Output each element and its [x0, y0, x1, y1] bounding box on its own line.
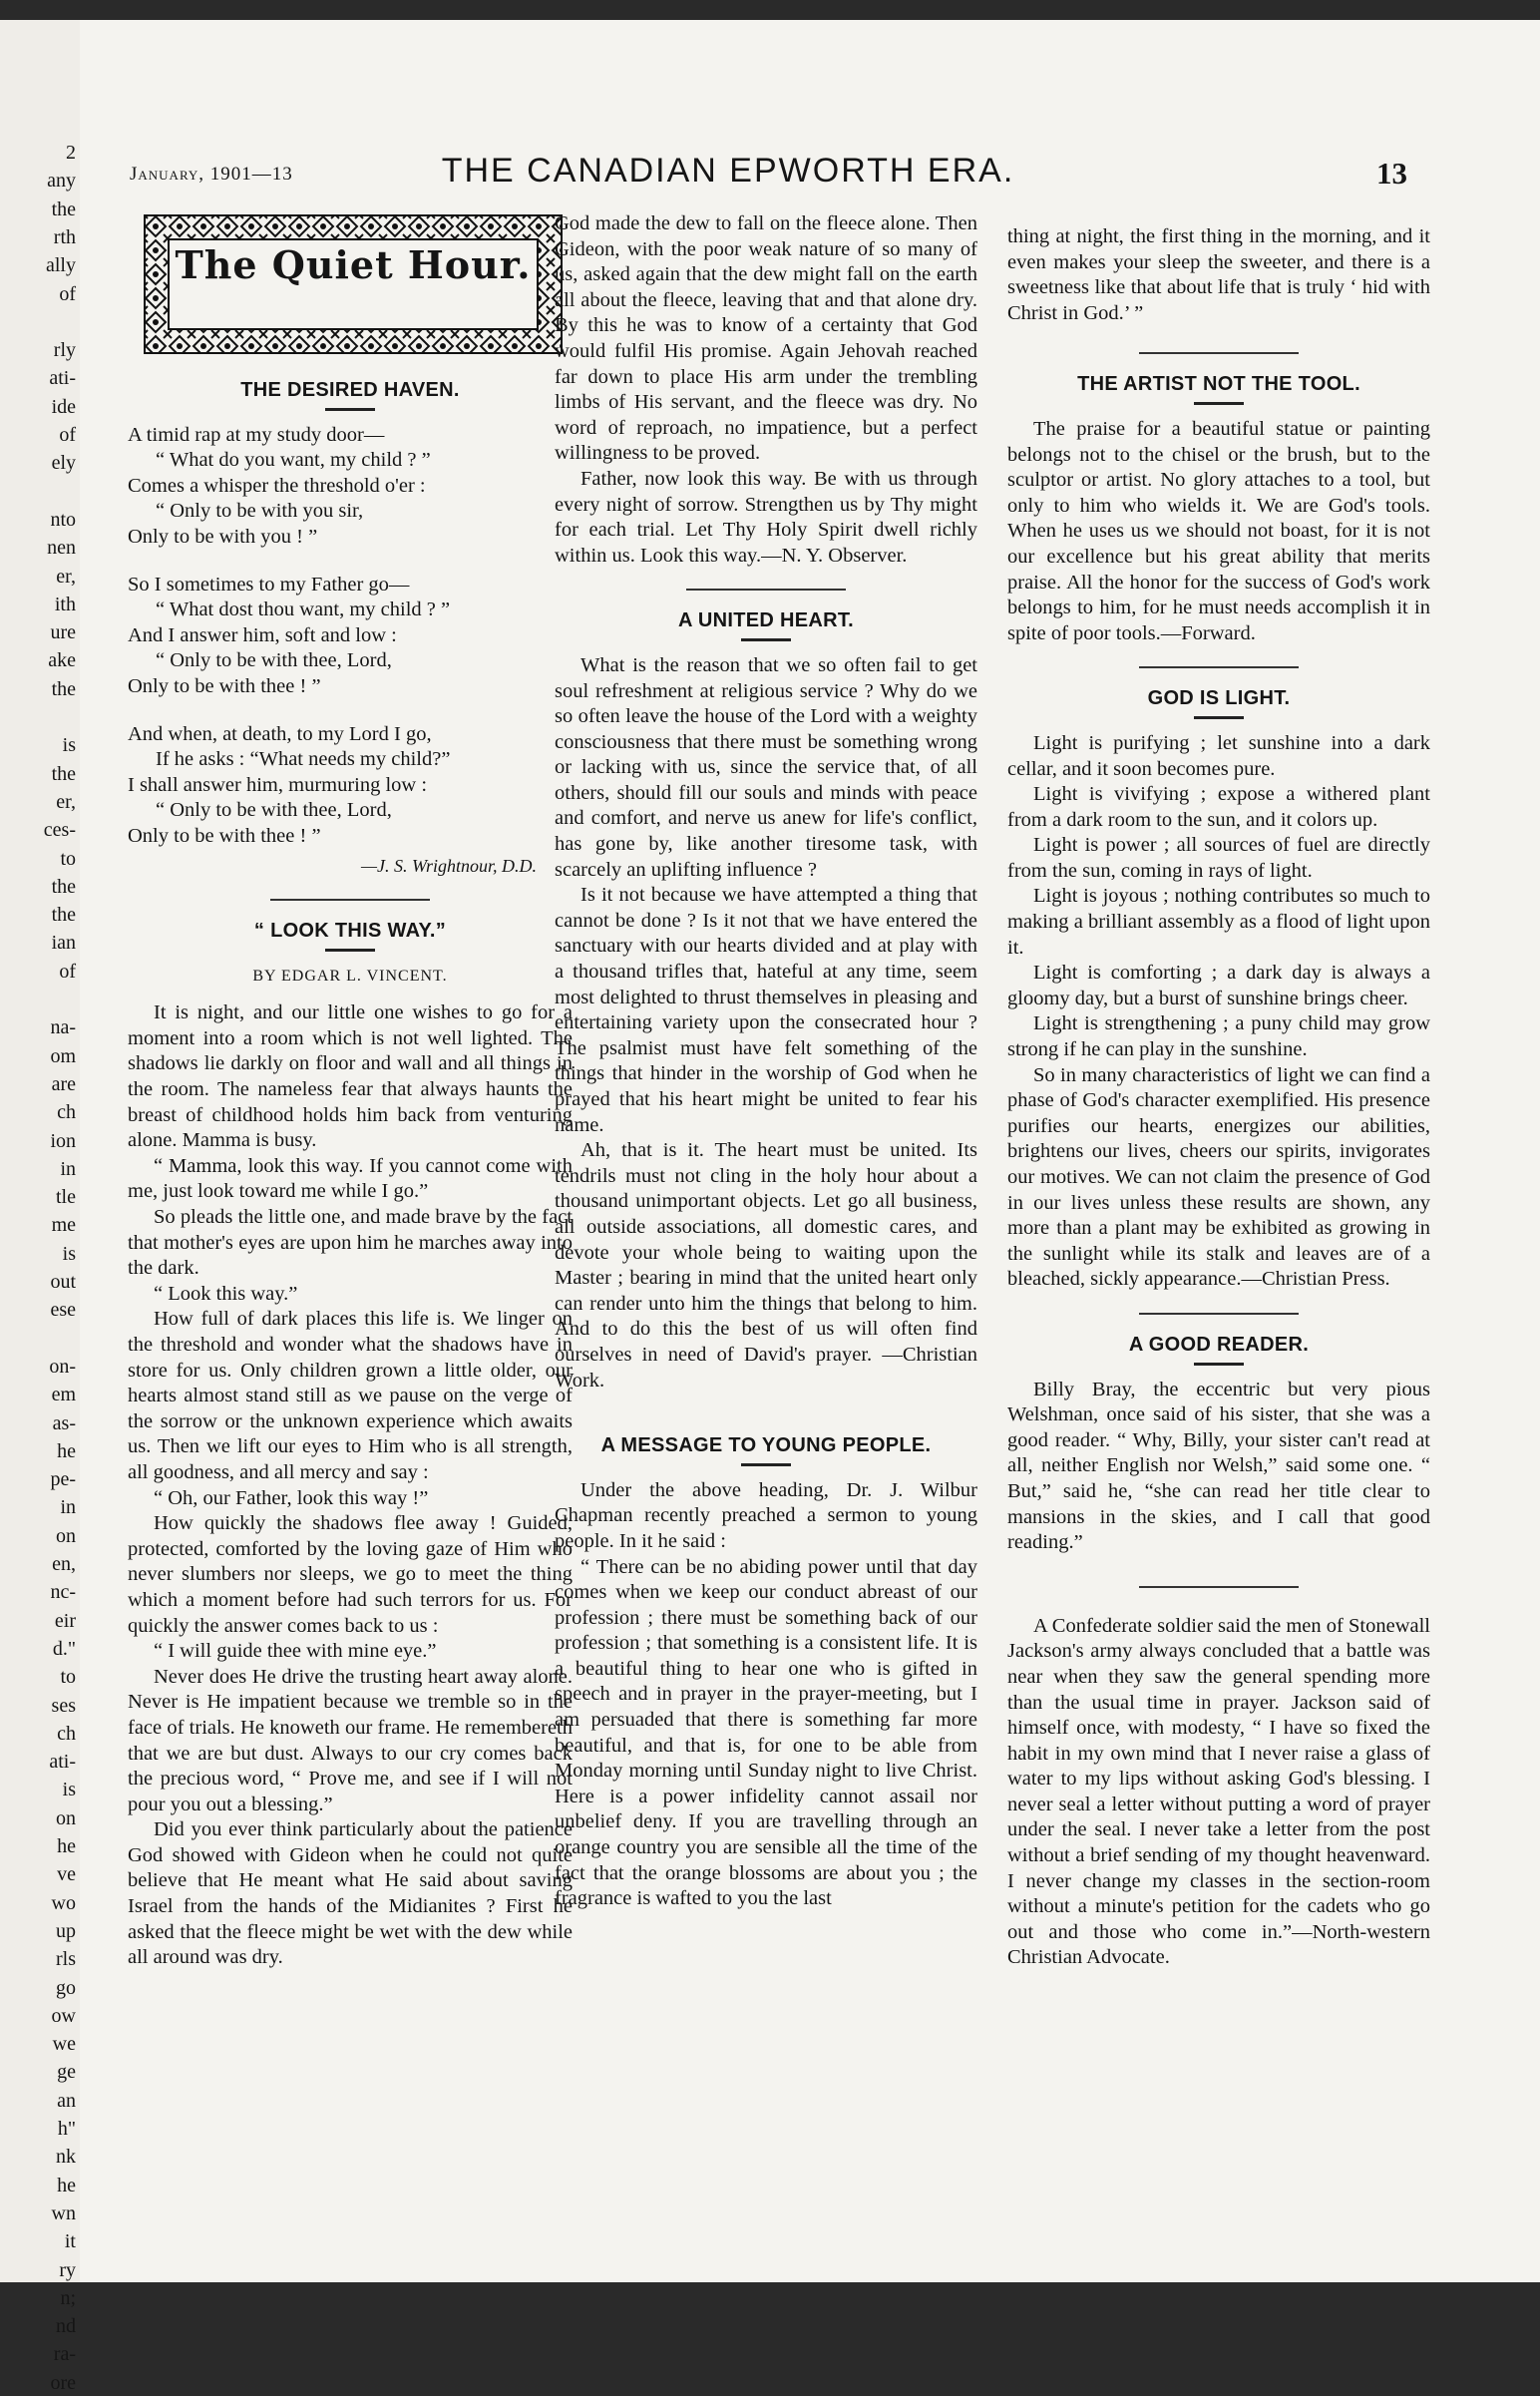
prev-page-fragment: ese: [50, 1299, 76, 1322]
prev-page-fragment: eir: [54, 1609, 76, 1632]
prev-page-fragment: ion: [50, 1129, 76, 1152]
poem-line: A timid rap at my study door—: [128, 423, 385, 446]
prev-page-fragment: in: [60, 1157, 76, 1180]
heading-god-light: GOD IS LIGHT.: [1147, 687, 1291, 710]
prev-page-fragment: ore: [50, 2371, 76, 2394]
column-2: [555, 211, 977, 1912]
issue-date: January, 1901—13: [130, 164, 293, 185]
prev-page-fragment: we: [52, 2033, 76, 2056]
prev-page-fragment: rth: [53, 225, 76, 248]
heading-desired-haven: THE DESIRED HAVEN.: [240, 379, 460, 401]
poem-line: “ What dost thou want, my child ? ”: [156, 599, 451, 621]
poem-line: “ Only to be with thee, Lord,: [156, 799, 392, 822]
prev-page-fragment: wo: [51, 1891, 76, 1914]
article-united-heart: [555, 653, 977, 1394]
article-look-this-way: [128, 1000, 573, 1971]
prev-page-fragment: on: [56, 1524, 76, 1547]
paragraph: Billy Bray, the eccentric but very pious Welshman, once said of his sister, that she was a good reader. “ Why, Billy, your sister can't read at all, neither English nor Welsh,” said some one. “ But,” said he, “she can read her title clear to mansions in the skies, and I call that good reading.”: [1007, 1378, 1430, 1554]
prev-page-fragment: he: [57, 1835, 76, 1857]
prev-page-fragment: nen: [47, 537, 76, 560]
article-message-young: [555, 1478, 977, 1912]
prev-page-fragment: er,: [56, 565, 76, 588]
prev-page-fragment: ith: [54, 593, 76, 615]
prev-page-fragment: ati-: [49, 367, 76, 390]
paragraph: “ I will guide thee with mine eye.”: [154, 1640, 437, 1663]
paragraph: “ There can be no abiding power until that day comes when we keep our conduct abreast of our profession ; there must be something back of our profession ; that something is a consistent life. It is a beautiful thing to hear one who is gifted in speech and in prayer in the prayer-meeting, but I am persuaded that there is something far more beautiful, and that is, for one to be able from Monday morning until Sunday night to live Christ. Here is a power infidelity cannot assail nor unbelief deny. If you are travelling through an orange country you are sensible all the time of the fact that the orange blossoms are about you ; the fragrance is wafted to you the last: [555, 1555, 977, 1910]
prev-page-fragment: ch: [57, 1722, 76, 1745]
article-good-reader: [1007, 1378, 1430, 1556]
prev-page-fragment: it: [64, 2230, 76, 2253]
prev-page-fragment: the: [51, 198, 76, 220]
prev-page-fragment: nk: [56, 2146, 76, 2169]
prev-page-fragment: are: [51, 1072, 76, 1095]
poem-stanza-2: [128, 573, 573, 700]
prev-page-fragment: n;: [60, 2286, 76, 2309]
prev-page-fragment: the: [51, 875, 76, 898]
paragraph: How full of dark places this life is. We linger on the threshold and wonder what the shadows have in store for us. Only children grown a little older, our hearts almost stand still as we pause on the verge of the sorrow or the unknown experience which awaits us. Then we lift our eyes to Him who is all strength, all goodness, and all mercy and say :: [128, 1308, 573, 1483]
poem-line: If he asks : “What needs my child?”: [156, 748, 451, 771]
prev-page-fragment: ide: [51, 395, 76, 418]
prev-page-fragment: rls: [56, 1948, 76, 1971]
prev-page-fragment: the: [51, 677, 76, 700]
poem-line: Only to be with thee ! ”: [128, 824, 321, 847]
prev-page-fragment: the: [51, 762, 76, 785]
prev-page-fragment: of: [59, 424, 76, 446]
prev-page-fragment: ses: [51, 1694, 76, 1717]
paragraph: Under the above heading, Dr. J. Wilbur Chapman recently preached a sermon to young people. In it he said :: [555, 1478, 977, 1552]
prev-page-fragment: om: [50, 1044, 76, 1067]
paragraph: So in many characteristics of light we can find a phase of God's character exemplified. His presence purifies our hearts, energizes our abilities, brightens our lives, cheers our spirits, invigorates our motives. We can not claim the presence of God in our lives unless these results are shown, any more than a plant may be exhibited as growing in the sunlight while its stalk and leaves are of a bleached, sickly appearance.—Christian Press.: [1007, 1063, 1430, 1291]
prev-page-fragment: wn: [51, 2201, 76, 2224]
prev-page-fragment: ati-: [49, 1751, 76, 1774]
heading-message-young: A MESSAGE TO YOUNG PEOPLE.: [600, 1434, 932, 1457]
prev-page-fragment: he: [57, 1439, 76, 1462]
message-young-continued: thing at night, the first thing in the morning, and it even makes your sleep the sweeter, and there is a sweetness like that about life that is truly ‘ hid with Christ in God.’ ”: [1007, 225, 1430, 324]
poem-attribution: —J. S. Wrightnour, D.D.: [360, 855, 537, 876]
prev-page-fragment: any: [47, 170, 76, 193]
prev-page-fragment: h": [57, 2118, 76, 2140]
prev-page-fragment: to: [60, 1666, 76, 1689]
prev-page-fragment: is: [62, 1242, 76, 1265]
paragraph: Light is vivifying ; expose a withered plant from a dark room to the sun, and it colors up.: [1007, 783, 1430, 831]
prev-page-fragment: is: [62, 1779, 76, 1801]
poem-line: “ Only to be with you sir,: [156, 500, 364, 523]
prev-page-fragment: ake: [48, 649, 76, 672]
prev-page-fragment: ge: [57, 2061, 76, 2084]
prev-page-fragment: 2: [66, 142, 76, 164]
paragraph: Father, now look this way. Be with us through every night of sorrow. Strengthen us by Thy might for each trial. Let Thy Holy Spirit dwell richly within us. Look this way.—N. Y. Observer.: [555, 467, 977, 567]
prev-page-fragment: nd: [56, 2315, 76, 2338]
prev-page-fragment: me: [51, 1214, 76, 1237]
prev-page-fragment: ry: [59, 2258, 76, 2281]
paragraph: “ Look this way.”: [154, 1282, 298, 1305]
poem-line: “ What do you want, my child ? ”: [156, 449, 431, 472]
paragraph: So pleads the little one, and made brave by the fact that mother's eyes are upon him he marches away into the dark.: [128, 1206, 573, 1280]
paragraph: Is it not because we have attempted a thing that cannot be done ? Is it not that we have entered the sanctuary with our hearts divided and at play with a thousand trifles that, hateful at any time, seem most delighted to thrust themselves in pleasing and entertaining variety upon the consecrated hour ? The psalmist must have felt something of the things that hinder in the worship of God when he prayed that his heart might be united to fear his name.: [555, 884, 977, 1136]
prev-page-fragment: on: [56, 1806, 76, 1829]
heading-look-this-way: “ LOOK THIS WAY.”: [253, 920, 447, 943]
prev-page-fragment: nto: [50, 508, 76, 531]
paragraph: Did you ever think particularly about the patience God showed with Gideon when he could not quite believe that He meant what He said about saving Israel from the hands of the Midianites ? First he asked that the fleece might be wet with the dew while all around was dry.: [128, 1818, 573, 1969]
article-confederate: [1007, 1614, 1430, 1971]
prev-page-fragment: on-: [49, 1355, 76, 1378]
prev-page-fragment: in: [60, 1496, 76, 1519]
paragraph: Light is strengthening ; a puny child may grow strong if he can play in the sunshine.: [1007, 1012, 1430, 1061]
paragraph: Light is purifying ; let sunshine into a dark cellar, and it soon becomes pure.: [1007, 731, 1430, 780]
prev-page-fragment: ally: [46, 254, 76, 277]
page-number: 13: [1376, 156, 1407, 191]
prev-page-fragment: of: [59, 282, 76, 305]
heading-good-reader: A GOOD READER.: [1128, 1333, 1310, 1356]
paragraph: Ah, that is it. The heart must be united. Its tendrils must not cling in the holy hour about a thousand unimportant objects. Let go all business, all outside associations, all domestic cares, and devote your whole being to waiting upon the Master ; bearing in mind that the united heart only can render unto him the things that belong to him. And to do this the best of us will often find ourselves in need of David's prayer. —Christian Work.: [555, 1139, 977, 1392]
byline: BY EDGAR L. VINCENT.: [252, 967, 448, 985]
poem-line: And I answer him, soft and low :: [128, 623, 397, 646]
previous-page-edge: [0, 20, 85, 2394]
paragraph: Never does He drive the trusting heart away alone. Never is He impatient because we tremble so in the face of trials. He knoweth our frame. He remembereth that we are but dust. Always to our cry comes back the precious word, “ Prove me, and see if I will not pour you out a blessing.”: [128, 1665, 573, 1815]
poem-line: And when, at death, to my Lord I go,: [128, 722, 432, 745]
poem-stanza-3: [128, 722, 573, 850]
heading-united-heart: A UNITED HEART.: [678, 609, 854, 632]
prev-page-fragment: ra-: [53, 2343, 76, 2366]
prev-page-fragment: is: [62, 734, 76, 757]
article-look-this-way-continued: [555, 211, 977, 569]
article-god-light: [1007, 731, 1430, 1293]
prev-page-fragment: to: [60, 847, 76, 870]
poem-line: Comes a whisper the threshold o'er :: [128, 474, 426, 497]
prev-page-fragment: er,: [56, 790, 76, 813]
paragraph: God made the dew to fall on the fleece alone. Then Gideon, with the poor weak nature of so many of us, asked again that the dew might fall on the earth all about the fleece, leaving that and that alone dry. By this he was to know of a certainty that God would fulfil His promise. Again Jehovah reached far down to place His arm under the trembling limbs of His servant, and the fleece was dry. No word of reproach, no impatience, but a perfect willingness to be proved.: [555, 212, 977, 465]
prev-page-fragment: ow: [51, 2004, 76, 2027]
paragraph: Light is joyous ; nothing contributes so much to making a brilliant assembly as a flood of light upon it.: [1007, 885, 1430, 959]
prev-page-fragment: up: [56, 1919, 76, 1942]
prev-page-fragment: rly: [53, 339, 76, 362]
paragraph: A Confederate soldier said the men of Stonewall Jackson's army always concluded that a battle was near when they saw the general spending more than the usual time in prayer. Jackson said of himself once, with modesty, “ I have so fixed the habit in my own mind that I never raise a glass of water to my lips without asking God's blessing. I never seal a letter without putting a word of prayer under the seal. I never take a letter from the post without a brief sending of my thought heavenward. I never change my classes in the section-room without a minute's petition for the cadets who go out and those who come in.”—North-western Christian Advocate.: [1007, 1614, 1430, 1969]
prev-page-fragment: d.": [52, 1637, 76, 1660]
prev-page-fragment: of: [59, 960, 76, 983]
prev-page-fragment: as-: [52, 1411, 76, 1434]
paragraph: “ Mamma, look this way. If you cannot come with me, just look toward me while I go.”: [128, 1154, 573, 1203]
prev-page-fragment: an: [57, 2089, 76, 2112]
page-header: [80, 142, 1540, 192]
prev-page-fragment: em: [51, 1384, 76, 1406]
paragraph: The praise for a beautiful statue or painting belongs not to the chisel or the brush, but to the sculptor or artist. No glory attaches to a tool, but only to him who wields it. We are God's tools. When he uses us we should not boast, for it is not our excellence but his great ability that merits praise. All the honor for the success of God's work belongs to him, for he must needs accomplish it in spite of poor tools.—Forward.: [1007, 417, 1430, 644]
newspaper-page: [80, 20, 1540, 2282]
poem-line: Only to be with thee ! ”: [128, 674, 321, 697]
poem-line: “ Only to be with thee, Lord,: [156, 649, 392, 672]
prev-page-fragment: go: [56, 1976, 76, 1999]
prev-page-fragment: pe-: [50, 1468, 76, 1491]
prev-page-fragment: ely: [51, 452, 76, 475]
paragraph: “ Oh, our Father, look this way !”: [154, 1486, 429, 1509]
poem-line: I shall answer him, murmuring low :: [128, 773, 428, 796]
paragraph: Light is comforting ; a dark day is always a gloomy day, but a burst of sunshine brings cheer.: [1007, 962, 1430, 1009]
paragraph: What is the reason that we so often fail to get soul refreshment at religious service ? Why do we so often leave the house of the Lord with a weighty consciousness that there must be something wrong or lacking with us, since the service that, of all others, should fill our souls and minds with peace and comfort, and nerve us anew for life's conflict, has gone by, like another tiresome task, with scarcely an uplifting influence ?: [555, 653, 977, 881]
column-3: [1007, 224, 1430, 1971]
prev-page-fragment: en,: [52, 1553, 76, 1575]
prev-page-fragment: out: [50, 1271, 76, 1293]
prev-page-fragment: nc-: [50, 1581, 76, 1604]
prev-page-fragment: ve: [57, 1863, 76, 1886]
paragraph: It is night, and our little one wishes to go for a moment into a room which is not well lighted. The shadows lie darkly on floor and wall and all things in the room. The nameless fear that always haunts the breast of childhood holds him back from venturing alone. Mamma is busy.: [128, 1001, 573, 1152]
poem-stanza-1: [128, 423, 573, 551]
prev-page-fragment: na-: [50, 1016, 76, 1039]
poem-line: Only to be with you ! ”: [128, 525, 318, 548]
publication-title: THE CANADIAN EPWORTH ERA.: [441, 152, 1015, 190]
article-artist: [1007, 417, 1430, 646]
quiet-hour-banner: [144, 214, 563, 354]
poem-line: So I sometimes to my Father go—: [128, 573, 410, 596]
paragraph: Light is power ; all sources of fuel are directly from the sun, coming in rays of light.: [1007, 834, 1430, 882]
prev-page-fragment: ces-: [43, 819, 76, 842]
paragraph: How quickly the shadows flee away ! Guided, protected, comforted by the loving gaze of Him who never slumbers nor sleeps, we go to meet the thing which a moment before had such terrors for us. For quickly the answer comes back to us :: [128, 1512, 573, 1637]
heading-artist: THE ARTIST NOT THE TOOL.: [1077, 373, 1360, 396]
quiet-hour-title: The Quiet Hour.: [175, 242, 532, 287]
prev-page-fragment: ian: [51, 932, 76, 955]
prev-page-fragment: the: [51, 904, 76, 927]
prev-page-fragment: tle: [56, 1186, 76, 1209]
prev-page-fragment: ure: [50, 621, 76, 644]
column-1: [128, 214, 573, 1971]
prev-page-fragment: he: [57, 2174, 76, 2196]
prev-page-fragment: ch: [57, 1101, 76, 1124]
